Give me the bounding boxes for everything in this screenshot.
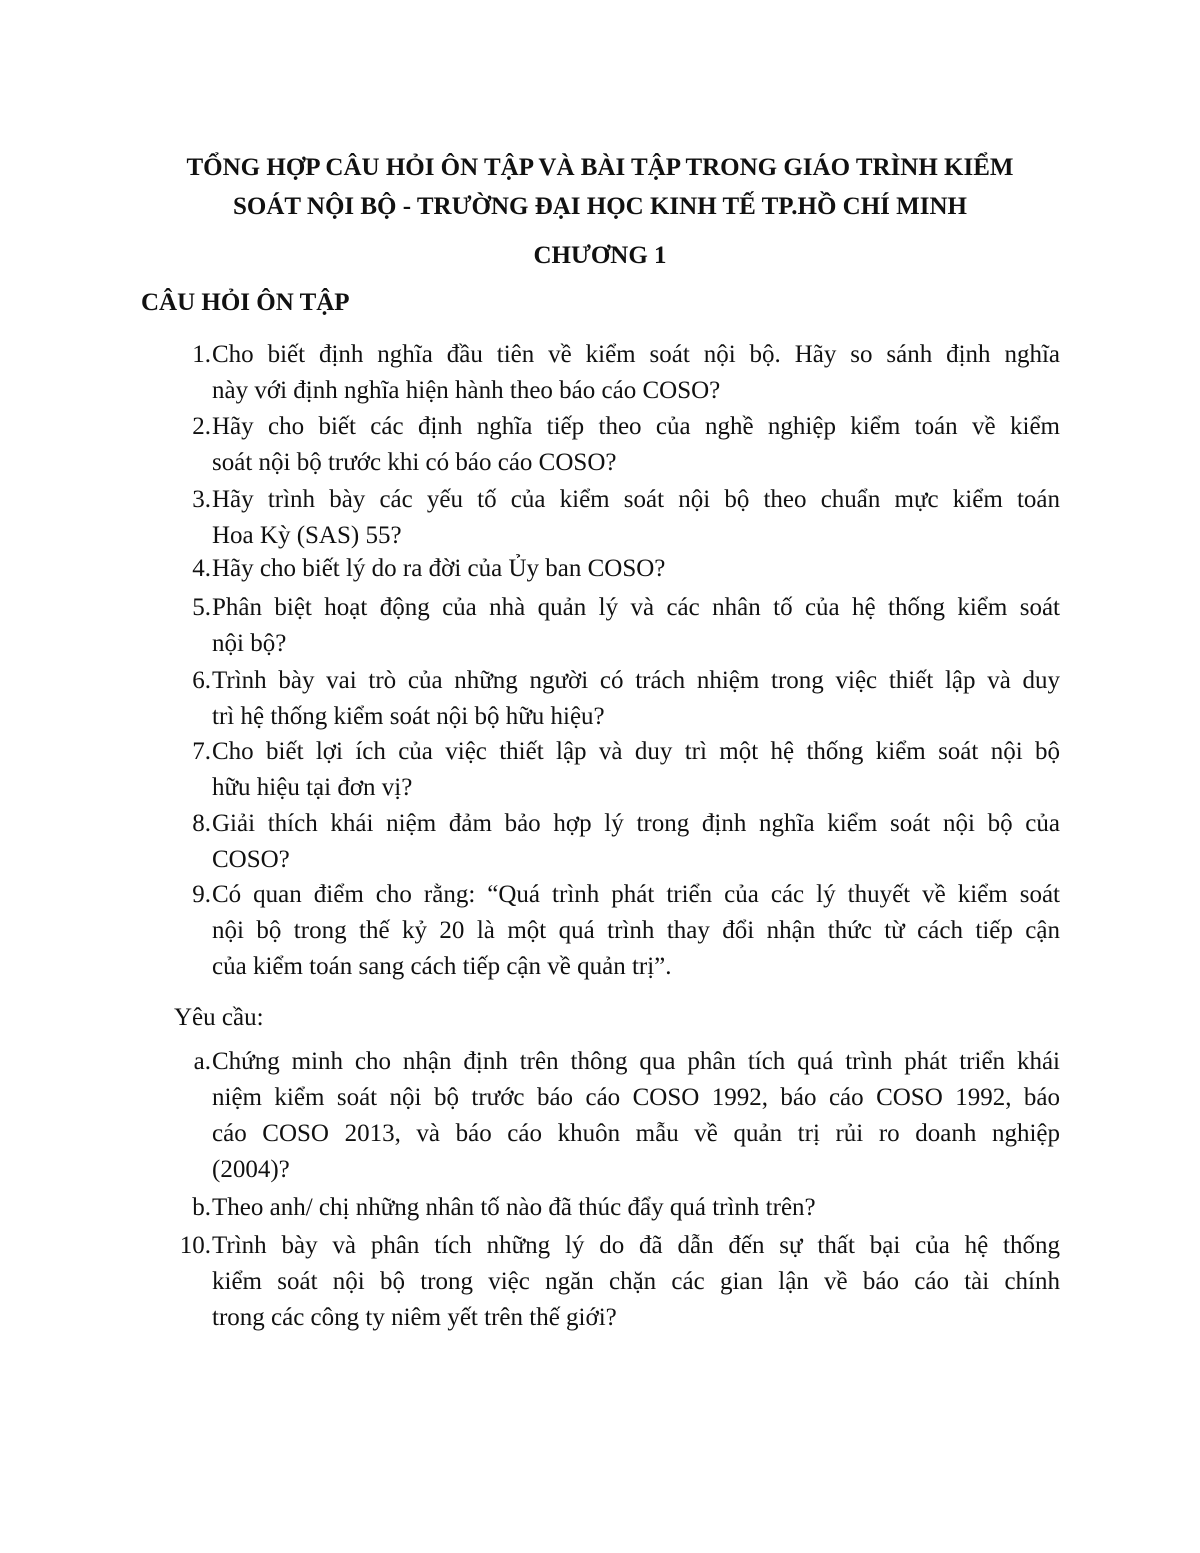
item-text (212, 1044, 1060, 1188)
question-item-10 (141, 1228, 1060, 1336)
item-text (212, 482, 1060, 554)
item-text-line: (2004)? (212, 1156, 290, 1183)
item-number: 10. (179, 1232, 211, 1259)
item-number: 9. (192, 881, 211, 908)
item-text (212, 877, 1060, 985)
item-text (212, 551, 1060, 587)
question-item-9 (141, 877, 1060, 985)
item-number: 4. (192, 555, 211, 582)
item-text-line: Trình bày vai trò của những người có trách nhiệm trong việc thiết lập và duy (212, 667, 1060, 694)
item-text-line: trì hệ thống kiểm soát nội bộ hữu hiệu? (212, 703, 605, 730)
question-item-6 (141, 663, 1060, 735)
item-text-line: Hoa Kỳ (SAS) 55? (212, 522, 402, 549)
item-text-line: niệm kiểm soát nội bộ trước báo cáo COSO 1992, báo cáo COSO 1992, báo (212, 1084, 1060, 1111)
question-item-2 (141, 409, 1060, 481)
question-item-5 (141, 590, 1060, 662)
item-text (212, 1228, 1060, 1336)
item-text (212, 734, 1060, 806)
item-text-line: Cho biết định nghĩa đầu tiên về kiểm soát nội bộ. Hãy so sánh định nghĩa (212, 341, 1060, 368)
item-number: 3. (192, 486, 211, 513)
item-text-line: này với định nghĩa hiện hành theo báo cáo COSO? (212, 377, 721, 404)
section-heading: CÂU HỎI ÔN TẬP (141, 289, 350, 316)
item-text-line: COSO? (212, 846, 290, 873)
item-text-line: nội bộ? (212, 630, 287, 657)
item-text-line: Trình bày và phân tích những lý do đã dẫn đến sự thất bại của hệ thống (212, 1232, 1060, 1259)
sub-item-b (141, 1190, 1060, 1226)
item-number: 2. (192, 413, 211, 440)
item-text-line: soát nội bộ trước khi có báo cáo COSO? (212, 449, 617, 476)
document-title-line-1: TỔNG HỢP CÂU HỎI ÔN TẬP VÀ BÀI TẬP TRONG GIÁO TRÌNH KIỂM (186, 154, 1014, 181)
question-item-1 (141, 337, 1060, 409)
item-text-line: nội bộ trong thế kỷ 20 là một quá trình thay đổi nhận thức từ cách tiếp cận (212, 917, 1060, 944)
item-text-line: Giải thích khái niệm đảm bảo hợp lý trong định nghĩa kiểm soát nội bộ của (212, 810, 1060, 837)
item-text-line: của kiểm toán sang cách tiếp cận về quản trị”. (212, 953, 672, 980)
item-text-line: Chứng minh cho nhận định trên thông qua phân tích quá trình phát triển khái (212, 1048, 1060, 1075)
item-text (212, 663, 1060, 735)
item-text-line: Hãy cho biết lý do ra đời của Ủy ban COSO? (212, 555, 666, 582)
item-text-line: trong các công ty niêm yết trên thế giới? (212, 1304, 617, 1331)
item-number: b. (192, 1194, 211, 1221)
item-number: 6. (192, 667, 211, 694)
item-text (212, 409, 1060, 481)
requirement-label: Yêu cầu: (174, 1004, 264, 1031)
item-text (212, 337, 1060, 409)
item-text (212, 806, 1060, 878)
item-text-line: Cho biết lợi ích của việc thiết lập và duy trì một hệ thống kiểm soát nội bộ (212, 738, 1060, 765)
item-text (212, 1190, 1060, 1226)
item-number: 5. (192, 594, 211, 621)
document-title-line-2: SOÁT NỘI BỘ - TRƯỜNG ĐẠI HỌC KINH TẾ TP.HỒ CHÍ MINH (233, 193, 967, 220)
item-text-line: hữu hiệu tại đơn vị? (212, 774, 413, 801)
item-text-line: Theo anh/ chị những nhân tố nào đã thúc đẩy quá trình trên? (212, 1194, 816, 1221)
question-item-3 (141, 482, 1060, 554)
item-number: 1. (192, 341, 211, 368)
item-number: a. (193, 1048, 211, 1075)
item-number: 7. (192, 738, 211, 765)
item-text-line: Có quan điểm cho rằng: “Quá trình phát triển của các lý thuyết về kiểm soát (212, 881, 1060, 908)
item-text-line: kiểm soát nội bộ trong việc ngăn chặn các gian lận về báo cáo tài chính (212, 1268, 1060, 1295)
question-item-8 (141, 806, 1060, 878)
item-text (212, 590, 1060, 662)
sub-item-a (141, 1044, 1060, 1188)
item-text-line: Hãy trình bày các yếu tố của kiểm soát nội bộ theo chuẩn mực kiểm toán (212, 486, 1060, 513)
question-item-7 (141, 734, 1060, 806)
item-text-line: Hãy cho biết các định nghĩa tiếp theo của nghề nghiệp kiểm toán về kiểm (212, 413, 1060, 440)
chapter-heading: CHƯƠNG 1 (533, 242, 667, 269)
question-item-4 (141, 551, 1060, 587)
item-text-line: cáo COSO 2013, và báo cáo khuôn mẫu về quản trị rủi ro doanh nghiệp (212, 1120, 1060, 1147)
item-text-line: Phân biệt hoạt động của nhà quản lý và các nhân tố của hệ thống kiểm soát (212, 594, 1060, 621)
item-number: 8. (192, 810, 211, 837)
